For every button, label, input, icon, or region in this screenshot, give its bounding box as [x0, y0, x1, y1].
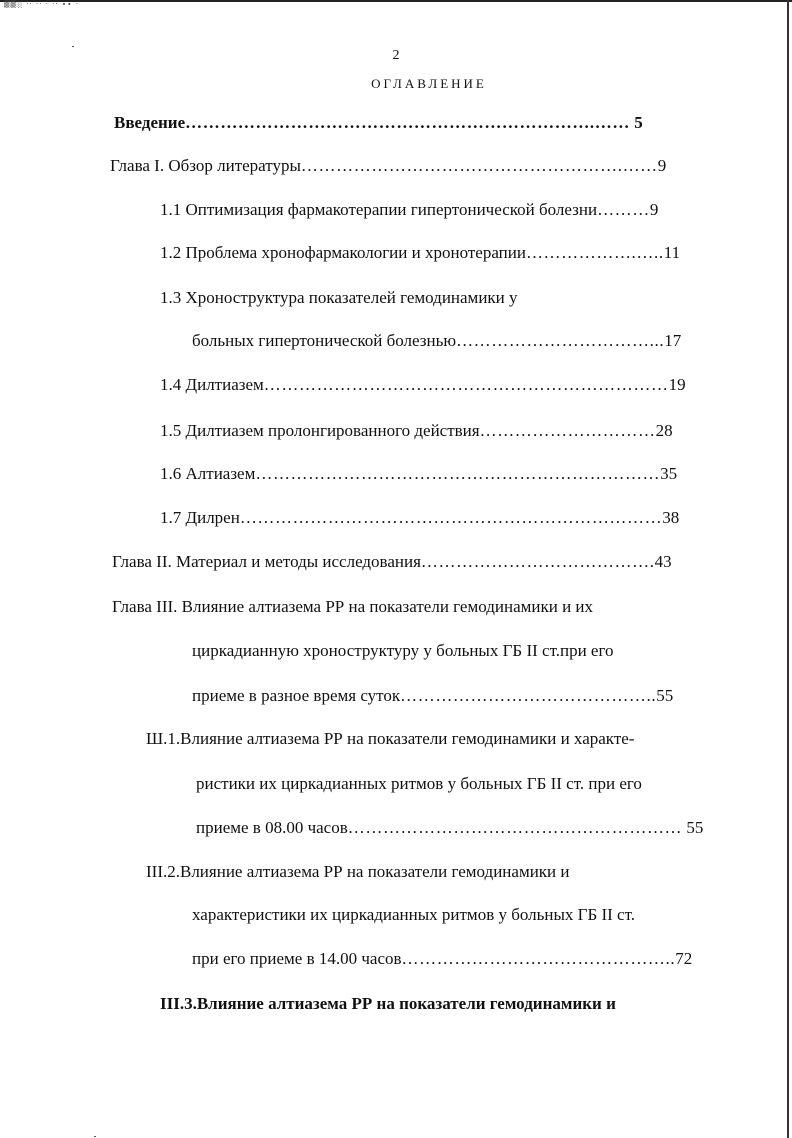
toc-entry-introduction	[114, 113, 643, 133]
toc-entry-chapter-3	[112, 597, 593, 617]
toc-entry-section-1-7	[160, 508, 679, 528]
toc-entry-text: Ш.1.Влияние алтиазема РР на показатели гемодинамики и характе-	[146, 729, 635, 748]
toc-entry-section-3-1-continued	[196, 774, 642, 794]
toc-entry-text: 1.6 Алтиазем	[160, 464, 256, 483]
toc-page-number: 28	[655, 421, 673, 440]
toc-entry-text: 1.7 Дилрен	[160, 508, 240, 527]
toc-entry-section-3-2-continued	[192, 949, 692, 969]
toc-entry-section-1-6	[160, 464, 677, 484]
page-number: 2	[392, 48, 400, 63]
toc-entry-text: 1.2 Проблема хронофармакологии и хронотерапии	[160, 243, 526, 262]
toc-entry-text: приеме в 08.00 часов	[196, 818, 348, 837]
scan-right-border	[787, 0, 789, 1138]
toc-entry-text: Глава I. Обзор литературы	[110, 156, 301, 175]
toc-page-number: 9	[649, 200, 659, 219]
toc-entry-text: Введение	[114, 113, 186, 132]
toc-entry-chapter-1	[110, 156, 666, 176]
toc-page-number: 43	[654, 552, 672, 571]
toc-leader-dots: ……………………………...	[456, 331, 665, 350]
toc-leader-dots: …………………………………………………………….……	[185, 113, 630, 132]
scan-speck	[94, 1136, 96, 1137]
toc-page-number: 35	[660, 464, 678, 483]
toc-leader-dots: …………………………	[479, 421, 656, 440]
toc-entry-section-3-1	[146, 729, 634, 749]
toc-page-number: 55	[682, 818, 704, 837]
toc-leader-dots: ………………………………….	[420, 552, 655, 571]
toc-entry-chapter-2	[112, 552, 672, 572]
toc-leader-dots: …………………………………………………	[347, 818, 683, 837]
toc-leader-dots: ………	[597, 200, 650, 219]
toc-entry-text: 1.4 Дилтиазем	[160, 375, 264, 394]
toc-entry-section-1-3-continued	[192, 331, 681, 351]
toc-leader-dots: ……………………………………………………………	[255, 464, 661, 483]
toc-entry-section-1-3	[160, 288, 518, 308]
toc-entry-section-3-1-continued	[196, 818, 703, 838]
toc-entry-text: III.2.Влияние алтиазема РР на показатели гемодинамики и	[146, 862, 570, 881]
toc-entry-text: приеме в разное время суток	[192, 686, 401, 705]
toc-leader-dots: ……………………………………………….……	[300, 156, 658, 175]
toc-entry-text: 1.1 Оптимизация фармакотерапии гипертонической болезни	[160, 200, 598, 219]
toc-page-number: 9	[657, 156, 667, 175]
scan-noise-mark: ▒▒░ ·· ·· · ·· ∙∙ ·	[4, 0, 80, 8]
toc-entry-text: больных гипертонической болезнью	[192, 331, 457, 350]
toc-page-number: 38	[662, 508, 680, 527]
toc-entry-text: 1.3 Хроноструктура показателей гемодинамики у	[160, 288, 518, 307]
toc-entry-text: циркадианную хроноструктуру у больных ГБ II ст.при его	[192, 641, 614, 660]
toc-entry-text: 1.5 Дилтиазем пролонгированного действия	[160, 421, 480, 440]
toc-entry-text: при его приеме в 14.00 часов	[192, 949, 402, 968]
toc-entry-text: Глава III. Влияние алтиазема РР на показатели гемодинамики и их	[112, 597, 594, 616]
toc-entry-text: III.3.Влияние алтиазема РР на показатели гемодинамики и	[160, 994, 616, 1013]
toc-leader-dots: ……………………………………..	[400, 686, 657, 705]
scan-speck	[72, 46, 74, 47]
toc-leader-dots: ……………………………………………………………	[263, 375, 669, 394]
toc-entry-section-3-2-continued	[192, 905, 635, 925]
toc-entry-chapter-3-continued	[192, 641, 614, 661]
toc-leader-dots: ……………….…..	[525, 243, 664, 262]
toc-entry-text: ристики их циркадианных ритмов у больных ГБ II ст. при его	[196, 774, 642, 793]
scan-top-border	[0, 0, 792, 2]
toc-entry-section-1-1	[160, 200, 658, 220]
toc-leader-dots: ………………………………………..	[401, 949, 676, 968]
toc-entry-section-1-5	[160, 421, 673, 441]
toc-entry-chapter-3-continued	[192, 686, 673, 706]
toc-page-number: 19	[668, 375, 686, 394]
toc-title: ОГЛАВЛЕНИЕ	[371, 76, 487, 91]
toc-page-number: 11	[663, 243, 681, 262]
toc-page-number: 72	[675, 949, 693, 968]
toc-page-number: 5	[629, 113, 643, 132]
toc-entry-text: характеристики их циркадианных ритмов у больных ГБ II ст.	[192, 905, 636, 924]
toc-entry-section-1-4	[160, 375, 686, 395]
toc-entry-section-3-2	[146, 862, 570, 882]
toc-entry-section-3-3	[160, 994, 616, 1014]
toc-page-number: 55	[656, 686, 674, 705]
toc-page-number: 17	[664, 331, 682, 350]
toc-entry-text: Глава II. Материал и методы исследования	[112, 552, 421, 571]
toc-leader-dots: ………………………………………………………………	[239, 508, 663, 527]
toc-entry-section-1-2	[160, 243, 680, 263]
